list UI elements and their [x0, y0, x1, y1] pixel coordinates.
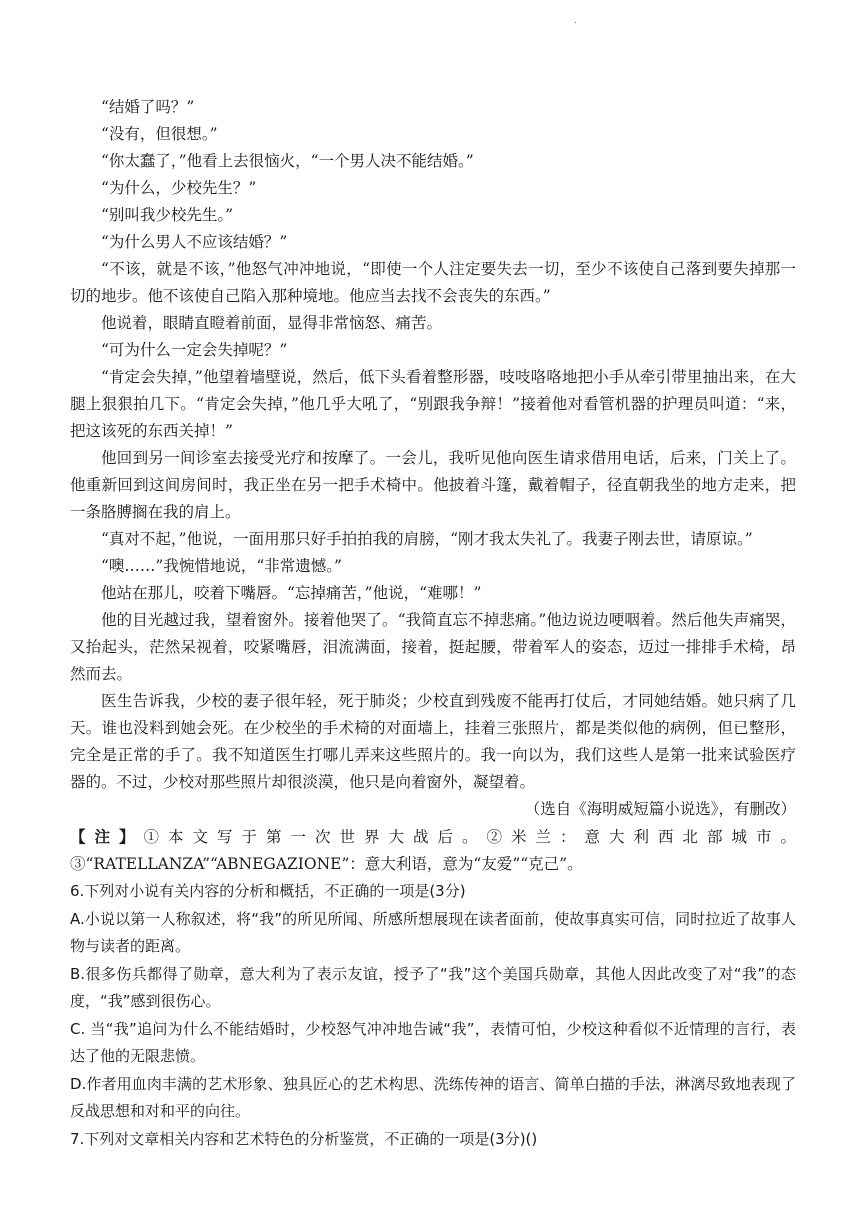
story-paragraph: 他的目光越过我，望着窗外。接着他哭了。“我简直忘不掉悲痛。”他边说边哽咽着。然后他失声痛哭，又抬起头，茫然呆视着，咬紧嘴唇，泪流满面，接着，挺起腰，带着军人的姿态，迈过一排排手术椅，昂然而去。: [70, 611, 796, 683]
story-paragraph: “噢……”我惋惜地说，“非常遗憾。”: [101, 557, 342, 575]
source-citation: （选自《海明威短篇小说选》，有删改）: [524, 800, 796, 818]
note-label: 【注】: [70, 827, 144, 846]
note-text: ①本文写于第一次世界大战后。②米兰：意大利西北部城市。③“RATELLANZA”“ABNEGAZIONE”：意大利语，意为“友爱”“克己”。: [70, 828, 796, 873]
annotation-note: [70, 823, 796, 878]
story-text: [70, 94, 796, 796]
story-paragraph: 医生告诉我，少校的妻子很年轻，死于肺炎；少校直到残废不能再打仗后，才同她结婚。她只病了几天。谁也没料到她会死。在少校坐的手术椅的对面墙上，挂着三张照片，都是类似他的病例，但已整形，完全是正常的手了。我不知道医生打哪儿弄来这些照片的。我一向以为，我们这些人是第一批来试验医疗器的。不过，少校对那些照片却很淡漠，他只是向着窗外，凝望着。: [70, 692, 796, 791]
answer-option: A.小说以第一人称叙述，将“我”的所见所闻、所感所想展现在读者面前，使故事真实可信，同时拉近了故事人物与读者的距离。: [70, 909, 796, 955]
question-stem: 6.下列对小说有关内容的分析和概括，不正确的一项是(3分): [70, 882, 466, 900]
story-paragraph: “真对不起，”他说，一面用那只好手拍拍我的肩膀，“刚才我太失礼了。我妻子刚去世，请原谅。”: [101, 530, 753, 548]
question-list: [70, 878, 796, 1153]
answer-option: C. 当“我”追问为什么不能结婚时，少校怒气冲冲地告诫“我”，表情可怕，少校这种看似不近情理的言行，表达了他的无限悲愤。: [70, 1019, 796, 1065]
answer-option: D.作者用血肉丰满的艺术形象、独具匠心的艺术构思、洗练传神的语言、简单白描的手法，淋漓尽致地表现了反战思想和对和平的向往。: [70, 1074, 796, 1120]
story-paragraph: “结婚了吗？”: [101, 98, 195, 116]
story-paragraph: “不该，就是不该，”他怒气冲冲地说，“即使一个人注定要失去一切，至少不该使自己落到要失掉那一切的地步。他不该使自己陷入那种境地。他应当去找不会丧失的东西。”: [70, 260, 796, 305]
story-paragraph: “没有，但很想。”: [101, 125, 218, 143]
story-paragraph: 他说着，眼睛直瞪着前面，显得非常恼怒、痛苦。: [101, 314, 443, 332]
story-paragraph: “可为什么一定会失掉呢？”: [101, 341, 288, 359]
answer-option: B.很多伤兵都得了勋章，意大利为了表示友谊，授予了“我”这个美国兵勋章，其他人因此改变了对“我”的态度，“我”感到很伤心。: [70, 964, 796, 1010]
header-mark: .: [574, 16, 577, 26]
document-body: [70, 94, 796, 1153]
story-paragraph: “你太蠢了，”他看上去很恼火，“一个男人决不能结婚。”: [101, 152, 474, 170]
story-paragraph: “为什么男人不应该结婚？”: [101, 233, 288, 251]
story-paragraph: 他回到另一间诊室去接受光疗和按摩了。一会儿，我听见他向医生请求借用电话，后来，门关上了。他重新回到这间房间时，我正坐在另一把手术椅中。他披着斗篷，戴着帽子，径直朝我坐的地方走来，把一条胳膊搁在我的肩上。: [70, 449, 796, 521]
story-paragraph: “别叫我少校先生。”: [101, 206, 234, 224]
question-stem: 7.下列对文章相关内容和艺术特色的分析鉴赏，不正确的一项是(3分)(): [70, 1129, 538, 1148]
story-paragraph: 他站在那儿，咬着下嘴唇。“忘掉痛苦，”他说，“难哪！”: [101, 584, 482, 602]
story-paragraph: “为什么，少校先生？”: [101, 179, 257, 197]
story-paragraph: “肯定会失掉，”他望着墙壁说，然后，低下头看着整形器，吱吱咯咯地把小手从牵引带里抽出来，在大腿上狠狠拍几下。“肯定会失掉，”他几乎大吼了，“别跟我争辩！”接着他对看管机器的护理员叫道：“来，把这该死的东西关掉！”: [70, 368, 796, 440]
